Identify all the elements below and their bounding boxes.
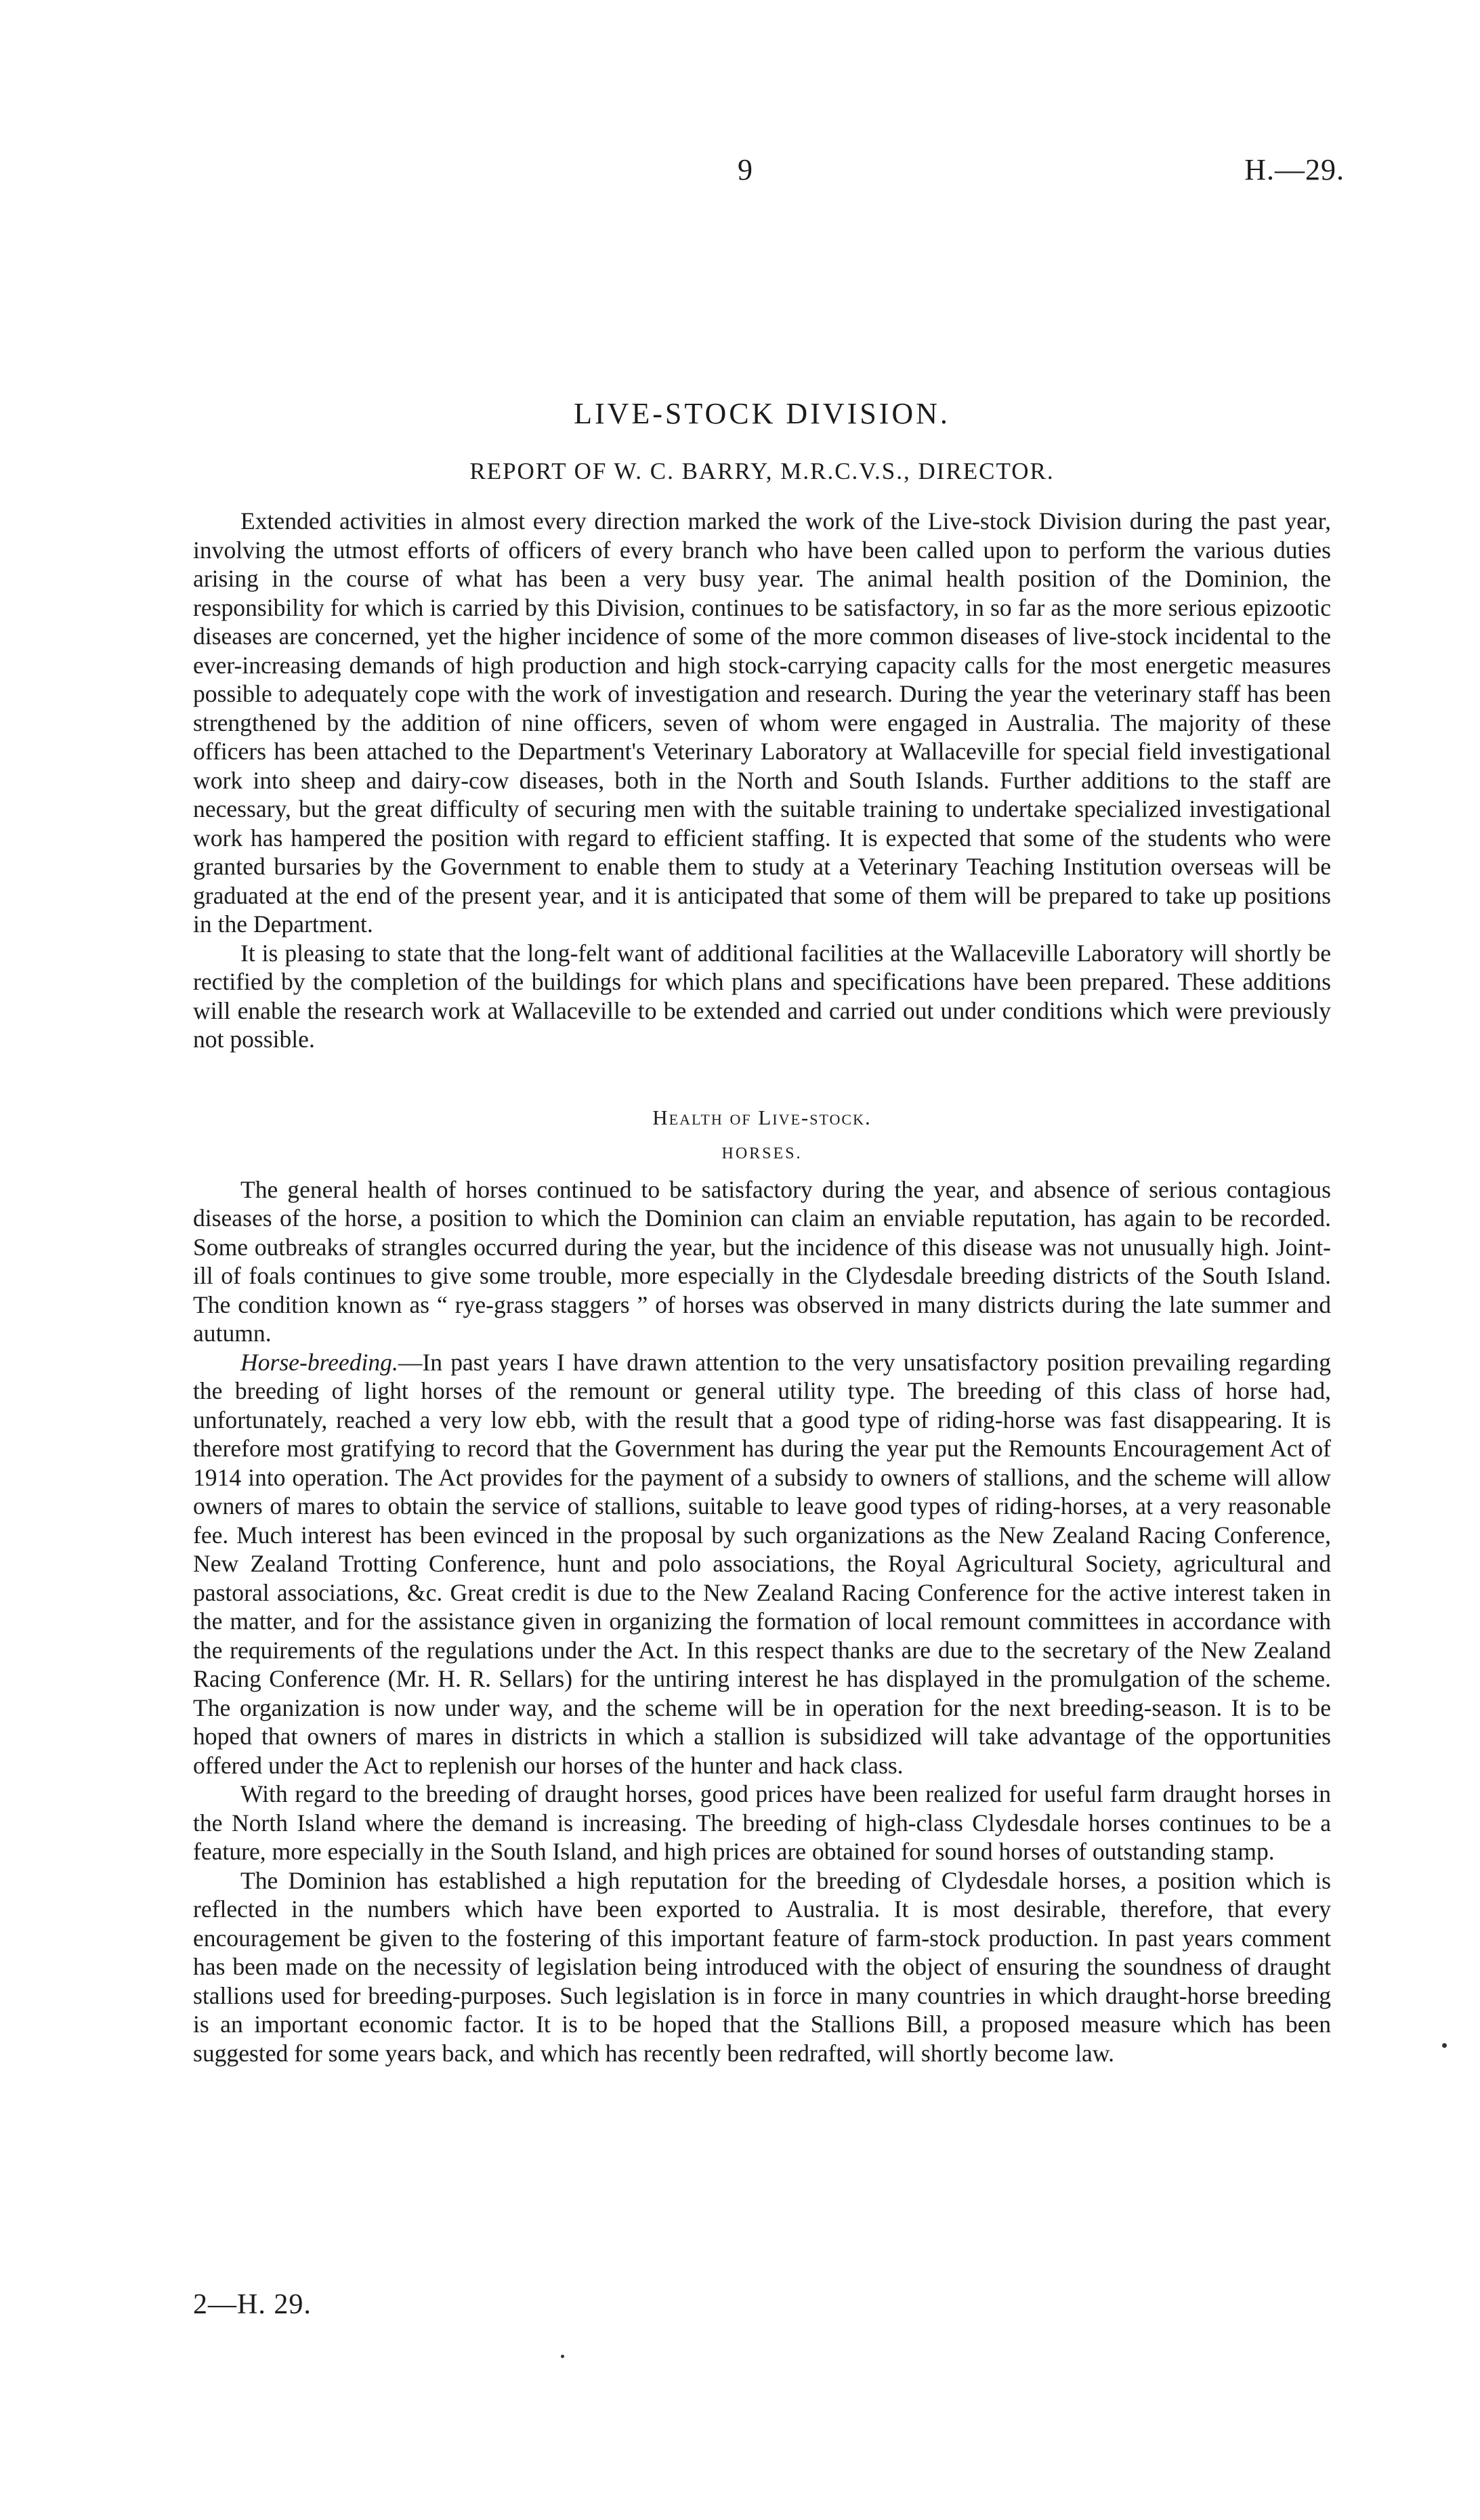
horse-breeding-paragraph xyxy=(193,1348,1331,1780)
intro-paragraph-1: Extended activities in almost every direction marked the work of the Live-stock Division during the past year, involving the utmost efforts of officers of every branch who have been called upon to perform the various duties arising in the course of what has been a very busy year. The animal health position of the Dominion, the responsibility for which is carried by this Division, continues to be satisfactory, in so far as the more serious epizootic diseases are concerned, yet the higher incidence of some of the more common diseases of live-stock incidental to the ever-increasing demands of high production and high stock-carrying capacity calls for the most energetic measures possible to adequately cope with the work of investigation and research. During the year the veterinary staff has been strengthened by the addition of nine officers, seven of whom were engaged in Australia. The majority of these officers has been attached to the Department's Veterinary Laboratory at Wallaceville for special field investigational work into sheep and dairy-cow diseases, both in the North and South Islands. Further additions to the staff are necessary, but the great difficulty of securing men with the suitable training to undertake specialized investigational work has hampered the position with regard to efficient staffing. It is expected that some of the students who were granted bursaries by the Government to enable them to study at a Veterinary Teaching Institution overseas will be graduated at the end of the present year, and it is anticipated that some of them will be prepared to take up positions in the Department. xyxy=(193,507,1331,938)
margin-speck xyxy=(1442,2043,1447,2048)
sheet-signature-reference: 2—H. 29. xyxy=(193,2289,312,2320)
intro-paragraph-2: It is pleasing to state that the long-felt want of additional facilities at the Wallaceville Laboratory will shortly be rectified by the completion of the buildings for which plans and specifications have been prepared. These additions will enable the research work at Wallaceville to be extended and carried out under conditions which were previously not possible. xyxy=(193,939,1331,1053)
horses-paragraph-1: The general health of horses continued to be satisfactory during the year, and absence of serious contagious diseases of the horse, a position to which the Dominion can claim an enviable reputation, has again to be recorded. Some outbreaks of strangles occurred during the year, but the incidence of this disease was not unusually high. Joint-ill of foals continues to give some trouble, more especially in the Clydesdale breeding districts of the South Island. The condition known as “ rye-grass staggers ” of horses was observed in many districts during the late summer and autumn. xyxy=(193,1175,1331,1347)
clydesdale-paragraph: The Dominion has established a high reputation for the breeding of Clydesdale horses, a position which is reflected in the numbers which have been exported to Australia. It is most desirable, therefore, that every encouragement be given to the fostering of this important feature of farm-stock production. In past years comment has been made on the necessity of legislation being introduced with the object of ensuring the soundness of draught stallions used for breeding-purposes. Such legislation is in force in many countries in which draught-horse breeding is an important economic factor. It is to be hoped that the Stallions Bill, a proposed measure which has been suggested for some years back, and which has recently been redrafted, will shortly become law. xyxy=(193,1866,1331,2067)
horse-breeding-run-in-heading: Horse-breeding. xyxy=(240,1348,398,1376)
draught-horses-paragraph: With regard to the breeding of draught horses, good prices have been realized for useful farm draught horses in the North Island where the demand is increasing. The breeding of high-class Clydesdale horses continues to be a feature, more especially in the South Island, and high prices are obtained for sound horses of outstanding stamp. xyxy=(193,1780,1331,1865)
subsection-heading-horses: HORSES. xyxy=(721,1144,803,1162)
report-title: REPORT OF W. C. BARRY, M.R.C.V.S., DIRECTOR. xyxy=(469,458,1055,484)
division-title: LIVE-STOCK DIVISION. xyxy=(574,397,950,430)
report-body xyxy=(193,396,1331,2067)
section-heading-health: Health of Live-stock. xyxy=(652,1105,872,1129)
document-reference: H.—29. xyxy=(1244,153,1345,186)
horse-breeding-text: —In past years I have drawn attention to the very unsatisfactory position prevailing regarding the breeding of light horses of the remount or general utility type. The breeding of this class of horse had, unfortunately, reached a very low ebb, with the result that a good type of riding-horse was fast disappearing. It is therefore most gratifying to record that the Government has during the year put the Remounts Encouragement Act of 1914 into operation. The Act provides for the payment of a subsidy to owners of stallions, and the scheme will allow owners of mares to obtain the service of stallions, suitable to leave good types of riding-horses, at a very reasonable fee. Much interest has been evinced in the proposal by such organizations as the New Zealand Racing Conference, New Zealand Trotting Conference, hunt and polo associations, the Royal Agricultural Society, agricultural and pastoral associations, &c. Great credit is due to the New Zealand Racing Conference for the active interest taken in the matter, and for the assistance given in organizing the formation of local remount committees in accordance with the requirements of the regulations under the Act. In this respect thanks are due to the secretary of the New Zealand Racing Conference (Mr. H. R. Sellars) for the untiring interest he has displayed in the promulgation of the scheme. The organization is now under way, and the scheme will be in operation for the next breeding-season. It is to be hoped that owners of mares in districts in which a stallion is subsidized will take advantage of the opportunities offered under the Act to replenish our horses of the hunter and hack class. xyxy=(193,1348,1331,1779)
margin-speck xyxy=(561,2355,564,2358)
page-number: 9 xyxy=(738,153,753,186)
